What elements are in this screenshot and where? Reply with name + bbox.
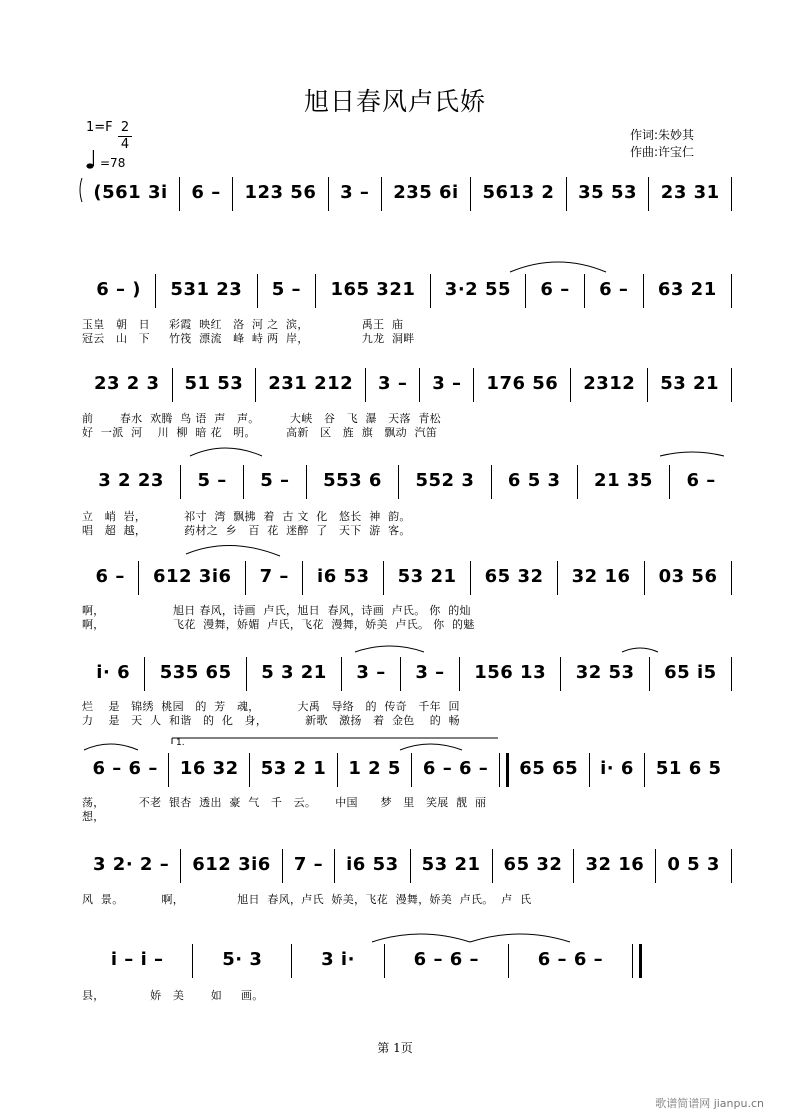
measure: 531 23 (170, 278, 243, 300)
measure: 165 321 (330, 278, 416, 300)
measure: i – i – (110, 948, 164, 970)
score-row-7 (82, 755, 732, 781)
measure: 21 35 (594, 469, 653, 491)
measure: 16 32 (179, 757, 239, 779)
measure: 3 2 23 (98, 469, 164, 491)
composer-credit: 作曲:许宝仁 (630, 145, 695, 159)
measure: i6 53 (346, 853, 399, 875)
lyric-line: 啊， 旭日 春风，诗画 卢氏，旭日 春风，诗画 卢氏。 你 的灿 (82, 604, 471, 617)
measure: 176 56 (486, 372, 559, 394)
measure: 51 53 (184, 372, 244, 394)
watermark: 歌谱简谱网 jianpu.cn (655, 1097, 764, 1110)
lyric-line: 立 峭 岩， 祁寸 湾 飘拂 着 古 文 化 悠长 神 韵。 (82, 510, 411, 523)
measure: 5 – (197, 469, 227, 491)
measure: 3 – (432, 372, 462, 394)
measure: 65 32 (484, 565, 544, 587)
measure: i· 6 (96, 661, 131, 683)
measure: 156 13 (474, 661, 547, 683)
measure: 6 – 6 – (413, 948, 480, 970)
measure: 552 3 (415, 469, 475, 491)
measure: 7 – (293, 853, 324, 875)
measure: 32 53 (575, 661, 635, 683)
measure: 235 6i (393, 181, 459, 203)
lyric-line: 好 一派 河 川 柳 暗 花 明。 高新 区 旌 旗 飘动 汽笛 (82, 426, 438, 439)
measure: 6 – 6 – (537, 948, 604, 970)
measure: 35 53 (578, 181, 638, 203)
measure: 6 – 6 – (92, 757, 158, 779)
measure: 553 6 (323, 469, 382, 491)
lyric-line: 玉皇 朝 日 彩霞 映红 洛 河 之 滨， 禹王 庙 (82, 318, 404, 331)
measure: 5613 2 (482, 181, 555, 203)
time-signature-top: 2 (118, 120, 132, 137)
measure: 6 5 3 (507, 469, 561, 491)
measure: 65 65 (519, 757, 579, 779)
measure: 63 21 (657, 278, 717, 300)
credits (630, 127, 694, 161)
lyric-line: 风 景。 啊， 旭日 春风，卢氏 娇美，飞花 漫舞，娇美 卢氏。 卢 氏 (82, 893, 532, 906)
lyric-line: 烂 是 锦绣 桃园 的 芳 魂， 大禹 导络 的 传奇 千年 回 (82, 700, 460, 713)
measure: 1 2 5 (348, 757, 401, 779)
measure: 5 – (260, 469, 290, 491)
song-title: 旭日春风卢氏娇 (303, 87, 486, 116)
measure: 23 2 3 (93, 372, 160, 394)
score-row-2 (82, 276, 732, 302)
measure: 3 – (415, 661, 445, 683)
measure: 5 3 21 (261, 661, 327, 683)
time-signature-bottom: 4 (120, 137, 130, 152)
measure: 6 – (599, 278, 629, 300)
measure: 6 – (191, 181, 221, 203)
measure: (561 3i (93, 181, 168, 203)
measure: 6 – ) (96, 278, 141, 300)
measure: 6 – (540, 278, 570, 300)
measure: 65 i5 (664, 661, 717, 683)
key-signature (86, 120, 130, 152)
lyric-line: 啊， 飞花 漫舞，娇媚 卢氏，飞花 漫舞，娇美 卢氏。 你 的魅 (82, 618, 475, 631)
measure: 7 – (259, 565, 289, 587)
measure: 32 16 (585, 853, 645, 875)
measure: 3·2 55 (444, 278, 511, 300)
measure: 123 56 (244, 181, 317, 203)
measure: 3 2· 2 – (93, 853, 170, 875)
measure: 612 3i6 (192, 853, 271, 875)
measure: 53 21 (397, 565, 457, 587)
measure: i· 6 (600, 757, 634, 779)
measure: 65 32 (503, 853, 563, 875)
lyric-line: 荡， 不老 银杏 透出 豪 气 千 云。 中国 梦 里 笑展 靓 丽 (82, 796, 487, 809)
score-row-3 (82, 370, 732, 396)
score-row-9 (82, 946, 642, 972)
lyric-line: 县， 娇 美 如 画。 (82, 989, 264, 1002)
score-row-6 (82, 659, 732, 685)
measure: 612 3i6 (152, 565, 232, 587)
score-row-5 (82, 563, 732, 589)
measure: 6 – (686, 469, 716, 491)
measure: 23 31 (660, 181, 720, 203)
tempo-marking: =78 (100, 156, 126, 170)
measure: 535 65 (159, 661, 232, 683)
measure: 3 – (378, 372, 408, 394)
key-label: 1=F (86, 120, 113, 135)
volta-label: 1. (176, 738, 185, 748)
measure: 6 – 6 – (422, 757, 489, 779)
measure: 3 i· (321, 948, 355, 970)
measure: 0 5 3 (667, 853, 720, 875)
lyric-line: 唱 超 越， 药材之 乡 百 花 迷醉 了 天下 游 客。 (82, 524, 411, 537)
lyric-line: 想， (82, 810, 105, 823)
measure: 3 – (340, 181, 370, 203)
measure: 53 21 (660, 372, 720, 394)
measure: 231 212 (268, 372, 354, 394)
time-signature (118, 120, 132, 153)
measure: 3 – (356, 661, 386, 683)
measure: 03 56 (658, 565, 718, 587)
page-number: 第 1页 (377, 1041, 413, 1055)
quarter-note-icon (86, 148, 98, 170)
measure: 5· 3 (222, 948, 263, 970)
measure: 32 16 (571, 565, 631, 587)
measure: 2312 (583, 372, 636, 394)
score-row-1 (82, 179, 732, 205)
measure: 6 – (95, 565, 125, 587)
measure: 53 2 1 (260, 757, 327, 779)
measure: 53 21 (421, 853, 481, 875)
score-row-4 (82, 467, 732, 493)
measure: 51 6 5 (655, 757, 722, 779)
lyric-line: 冠云 山 下 竹筏 漂流 峰 峙 两 岸， 九龙 洞畔 (82, 332, 415, 345)
score-row-8 (82, 851, 732, 877)
measure: 5 – (271, 278, 302, 300)
lyric-line: 前 春水 欢腾 鸟 语 声 声。 大峡 谷 飞 瀑 天落 青松 (82, 412, 441, 425)
lyric-line: 力 是 天 人 和谐 的 化 身， 新歌 激扬 着 金色 的 畅 (82, 714, 460, 727)
measure: i6 53 (317, 565, 370, 587)
lyricist-credit: 作词:朱妙其 (630, 128, 695, 142)
